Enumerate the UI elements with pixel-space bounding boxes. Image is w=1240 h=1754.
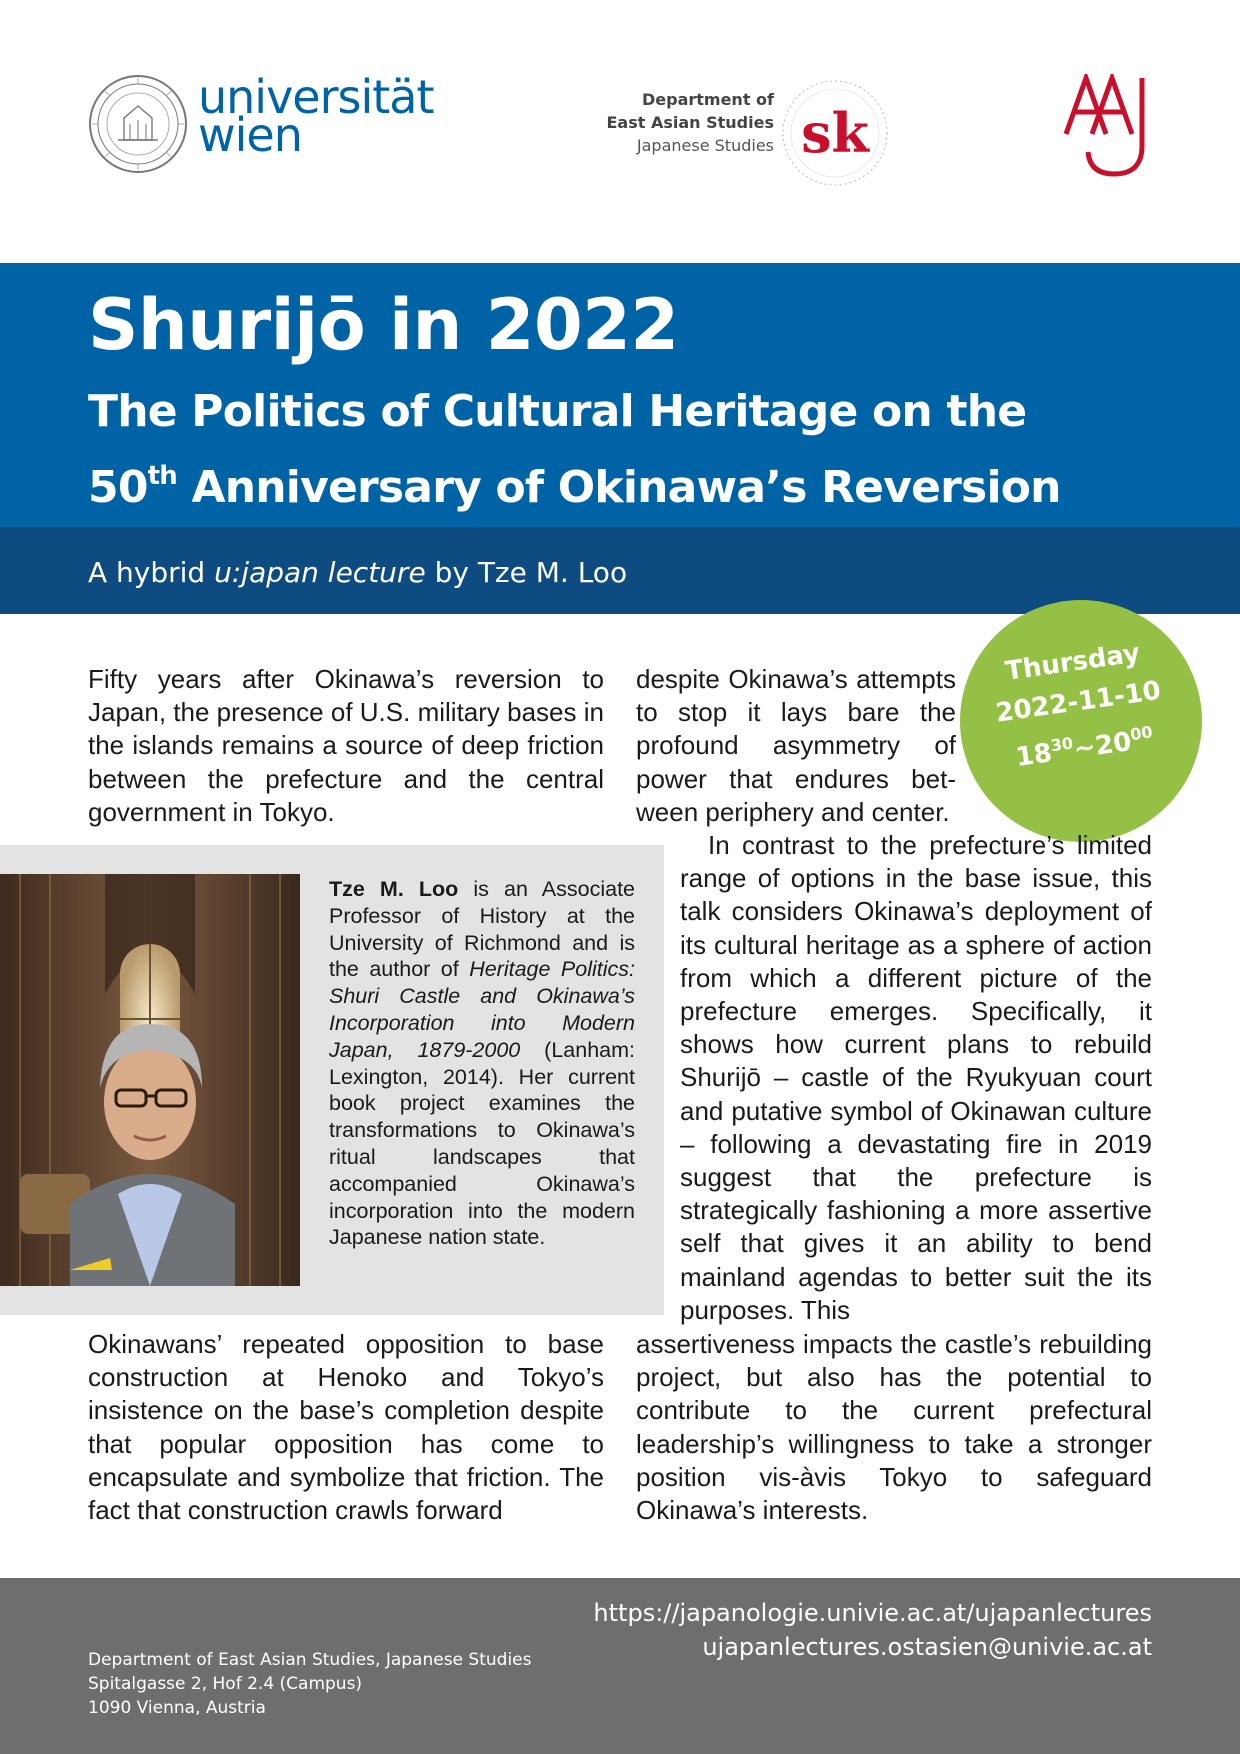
department-line2: East Asian Studies xyxy=(606,113,774,132)
university-wordmark-line1: universität xyxy=(198,70,434,124)
footer-address xyxy=(88,1648,531,1720)
contact-email-link[interactable]: ujapanlectures.ostasien@univie.ac.at xyxy=(702,1633,1152,1661)
speaker-photo xyxy=(0,874,300,1286)
sk-logo-text: sk xyxy=(801,101,869,165)
start-hour: 18 xyxy=(1013,738,1054,773)
lecture-byline xyxy=(88,556,627,590)
page-subtitle-line1: The Politics of Cultural Heritage on the xyxy=(88,386,1027,437)
university-wordmark-line2: wien xyxy=(198,108,302,162)
subtitle-ordinal-number: 50 xyxy=(88,462,148,513)
subtitle-line2-text: Anniversary of Okinawa’s Reversion xyxy=(176,462,1061,513)
lecture-url-link[interactable]: https://japanologie.univie.ac.at/ujapanlectures xyxy=(593,1599,1152,1627)
body-paragraph-3: Okinawans’ repeated opposition to base construction at Henoko and Tokyo’s insistence on the base’s completion despite that popular opposition has come to encapsulate and symbolize that friction. The fact that construction crawls forward xyxy=(88,1329,604,1526)
page-subtitle-line2 xyxy=(88,458,1061,518)
bio-intro: is an Associate Professor of History at the University of Richmond and is the author of xyxy=(329,877,636,982)
department-label xyxy=(607,88,775,157)
page-title: Shurijō in 2022 xyxy=(88,284,679,366)
address-line1: Department of East Asian Studies, Japanese Studies xyxy=(88,1650,532,1670)
event-date: 2022-11-10 xyxy=(993,675,1163,729)
subtitle-ordinal-suffix: th xyxy=(147,461,177,492)
start-minutes: 30 xyxy=(1049,733,1075,756)
bio-rest: (Lanham: Lexington, 2014). Her current book project examines the transformations to Okinawa’s ritual landscapes that accompanied Okinawa’s incorporation into the modern Japanese nation state. xyxy=(329,1037,635,1250)
department-line3: Japanese Studies xyxy=(636,136,774,155)
lecture-prefix: A hybrid xyxy=(88,556,215,589)
time-separator: ~ xyxy=(1071,732,1098,765)
aaj-logo-icon xyxy=(1062,74,1154,178)
book-title: Heritage Politics: Shuri Castle and Okinawa’s Incorporation into Modern Japan, 1879-2000 xyxy=(329,957,635,1062)
body-paragraph-2-continued: assertiveness impacts the castle’s rebuilding project, but also has the potential to contribute to the current prefectural leadership’s willingness to take a stronger position vis-àvis Tokyo to safeguard Okinawa’s interests. xyxy=(636,1329,1152,1526)
event-weekday: Thursday xyxy=(1003,638,1142,687)
lecture-series-name: u:japan lecture xyxy=(214,556,426,589)
end-minutes: 00 xyxy=(1129,722,1154,745)
university-seal-icon xyxy=(88,74,188,174)
body-paragraph-1-continued: despite Okinawa’s attempts to stop it lays bare the profound asymmetry of power that endures between periphery and center. xyxy=(636,664,956,827)
department-line1: Department of xyxy=(641,90,774,109)
footer-contact xyxy=(593,1596,1152,1664)
speaker-name: Tze M. Loo xyxy=(329,877,459,901)
lecture-speaker: by Tze M. Loo xyxy=(425,556,628,589)
address-line3: 1090 Vienna, Austria xyxy=(88,1698,266,1718)
university-wordmark xyxy=(198,70,434,162)
body-paragraph-1: Fifty years after Okinawa’s reversion to Japan, the presence of U.S. military bases in the islands remains a source of deep friction between the prefecture and the central government in Tokyo. xyxy=(88,664,604,827)
end-hour: 20 xyxy=(1093,726,1134,762)
japanese-studies-logo-icon xyxy=(780,78,890,188)
speaker-bio-text xyxy=(329,876,635,1251)
body-paragraph-2: In contrast to the prefecture’s limited range of options in the base issue, this talk considers Okinawa’s deployment of its cultural heritage as a sphere of action from which a different picture of the prefecture emerges. Specifically, it shows how current plans to rebuild Shurijō – castle of the Ryukyuan court and putative symbol of Okinawan culture – following a devastating fire in 2019 suggest that the prefecture is strategically fashioning a more assertive self that gives it an ability to bend mainland agendas to better suit the its purposes. This xyxy=(680,830,1152,1325)
address-line2: Spitalgasse 2, Hof 2.4 (Campus) xyxy=(88,1674,363,1694)
